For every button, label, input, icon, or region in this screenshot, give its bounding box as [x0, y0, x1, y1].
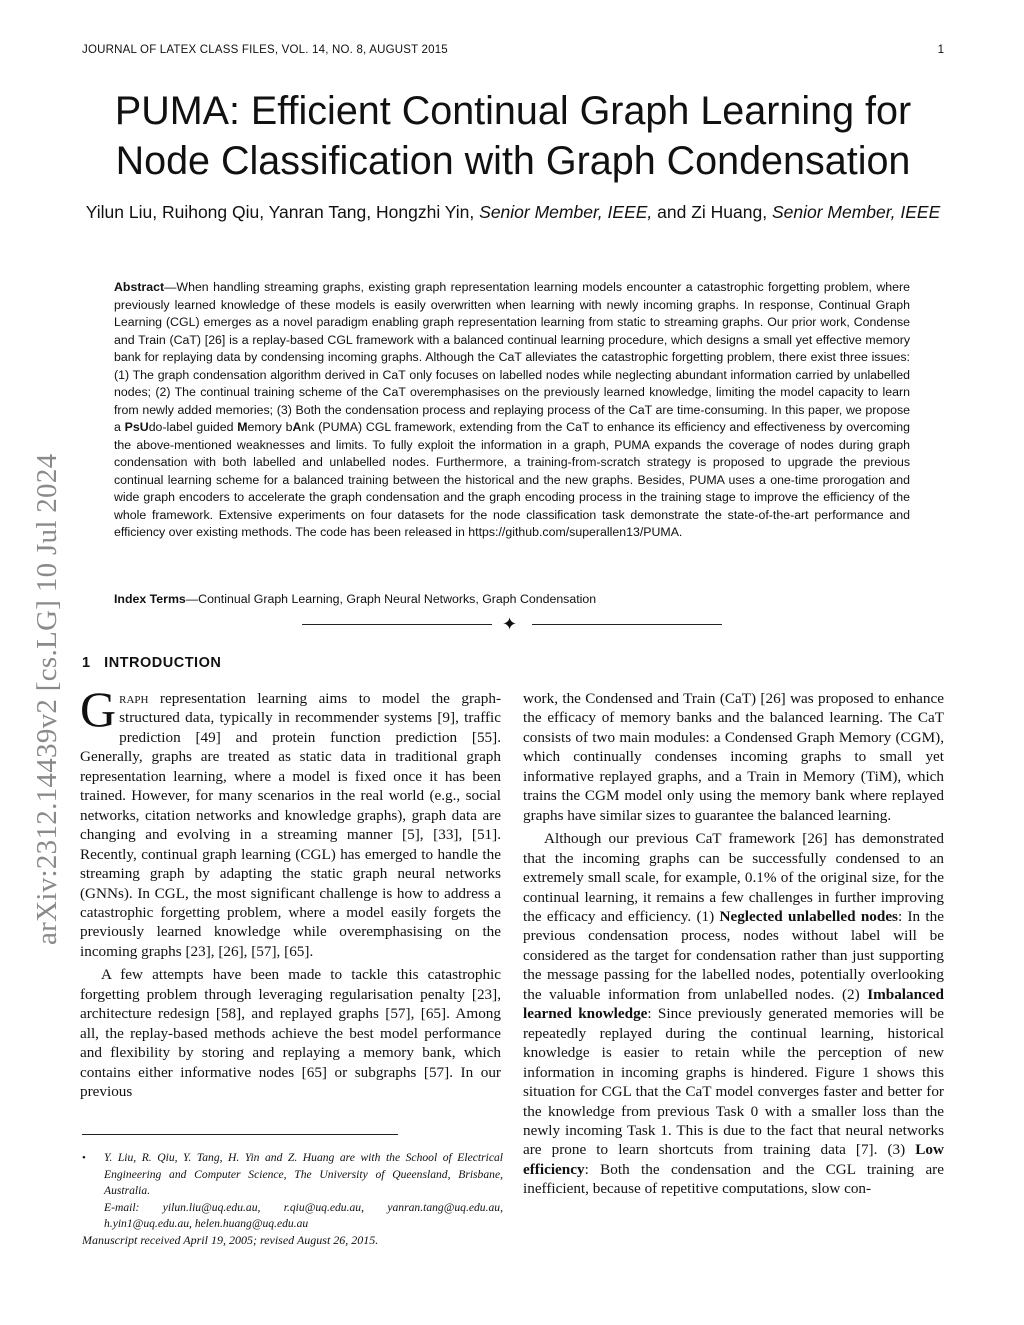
index-terms — [114, 591, 910, 608]
running-header: JOURNAL OF LATEX CLASS FILES, VOL. 14, NO. 8, AUGUST 2015 — [82, 44, 448, 56]
abstract — [114, 279, 910, 542]
smallcaps-word: raph — [119, 690, 149, 707]
author-role: Senior Member, IEEE — [771, 202, 941, 222]
body-text: Although our previous CaT framework [26] has demonstrated that the incoming graphs can be successfully condensed to an extremely small scale, for example, 0.1% of the original size, for the continual learning, it remains a few challenges in further improving the efficacy and efficiency. (1) — [523, 830, 944, 925]
body-paragraph: work, the Condensed and Train (CaT) [26] was proposed to enhance the efficacy of memory banks and the balanced learning. The CaT consists of two main modules: a Condensed Graph Memory (CGM), which continually condenses incoming graphs to small yet informative replayed graphs, and a Train in Memory (TiM), which trains the CGM model only using the memory bank where replayed graphs have similar sizes to guarantee the balanced learning. — [523, 690, 944, 824]
body-column-left — [80, 681, 501, 1102]
abstract-text: emory b — [247, 420, 293, 434]
body-paragraph — [80, 681, 501, 961]
body-text: : In the previous condensation process, nodes without label will be considered as the target for condensation rather than just supporting the message passing for the labelled nodes, potentially overlooking the valuable information from unlabelled nodes. (2) — [523, 907, 944, 1003]
title-line-2: Node Classification with Graph Condensation — [115, 139, 911, 183]
acronym-letter: Ps — [124, 420, 140, 434]
author-names: Yilun Liu, Ruihong Qiu, Yanran Tang, Hongzhi Yin, — [85, 202, 475, 222]
author-role: Senior Member, IEEE, — [479, 202, 653, 222]
body-text: representation learning aims to model the graph-structured data, typically in recommender systems [9], traffic prediction [49] and protein function prediction [55]. Generally, graphs are treated as static data in traditional graph representation learning, where a model is fixed once it has been trained. However, for many scenarios in the real world (e.g., social networks, citation networks and knowledge graphs), graph data are changing and evolving in a streaming manner [5], [33], [51]. Recently, continual graph learning (CGL) has emerged to handle the streaming graph by adapting the static graph neural networks (GNNs). In CGL, the most significant challenge is how to address a catastrophic forgetting problem, where a model easily forgets the previously learned knowledge while overemphasising on the incoming graphs [23], [26], [57], [65]. — [80, 690, 501, 960]
manuscript-note: Manuscript received April 19, 2005; revised August 26, 2015. — [82, 1233, 379, 1247]
body-text: : Since previously generated memories will be repeatedly replayed during the continual learning, historical knowledge is easier to retain while the perception of new information in incoming graphs is hindered. Figure 1 shows this situation for CGL that the CaT model converges faster and better for the knowledge from previous Task 0 with a smaller loss than the newly incoming Task 1. This is due to the fact that neural networks are prone to learn shortcuts from training data [7]. (3) — [523, 1005, 944, 1159]
section-number: 1 — [82, 655, 91, 671]
footnote-body — [104, 1150, 503, 1233]
footnote-emails: E-mail: yilun.liu@uq.edu.au, r.qiu@uq.edu.au, yanran.tang@uq.edu.au, h.yin1@uq.edu.au, helen.huang@uq.edu.au — [104, 1200, 503, 1230]
index-terms-text: —Continual Graph Learning, Graph Neural Networks, Graph Condensation — [185, 592, 597, 606]
drop-cap: G — [80, 681, 117, 737]
divider-line — [532, 624, 722, 625]
title-line-1: PUMA: Efficient Continual Graph Learning for — [114, 89, 912, 133]
issue-heading: Imbalanced learned knowledge — [523, 985, 944, 1023]
abstract-text: —When handling streaming graphs, existing graph representation learning models encounter a catastrophic forgetting problem, where previously learned knowledge of these models is easily overwritten when learning with newly incoming graphs. In response, Continual Graph Learning (CGL) emerges as a novel paradigm enabling graph representation learning from static to streaming graphs. Our prior work, Condense and Train (CaT) [26] is a replay-based CGL framework with a balanced continual learning procedure, which designs a small yet effective memory bank for replaying data by condensing incoming graphs. Although the CaT alleviates the catastrophic forgetting problem, there exist three issues: (1) The graph condensation algorithm derived in CaT only focuses on labelled nodes while neglecting abundant information carried by unlabelled nodes; (2) The continual training scheme of the CaT overemphasises on the previously learned knowledge, limiting the model capacity to learn from newly added memories; (3) Both the condensation process and replaying process of the CaT are time-consuming. In this paper, we propose a — [114, 280, 910, 434]
section-title: INTRODUCTION — [104, 655, 222, 671]
issue-heading: Neglected unlabelled nodes — [719, 907, 898, 925]
divider-diamond-icon: ✦ — [502, 614, 518, 634]
author-connector: and Zi Huang, — [657, 202, 768, 222]
footnote-rule — [82, 1134, 398, 1135]
footnote-affiliation: Y. Liu, R. Qiu, Y. Tang, H. Yin and Z. Huang are with the School of Electrical Engineering and Computer Science, The University of Queensland, Brisbane, Australia. — [104, 1151, 503, 1197]
acronym-letter: M — [237, 420, 248, 434]
divider-line — [302, 624, 492, 625]
bullet-icon: • — [82, 1152, 86, 1164]
page-number: 1 — [937, 44, 944, 56]
affiliation-footnote — [82, 1150, 503, 1233]
body-paragraph — [523, 829, 944, 1199]
issue-heading: Low efficiency — [523, 1141, 944, 1178]
abstract-text: nk (PUMA) CGL framework, extending from the CaT to enhance its efficiency and effectiveness by overcoming the above-mentioned weaknesses and limits. To fully exploit the information in a graph, PUMA expands the coverage of nodes during graph condensation with both labelled and unlabelled nodes. Furthermore, a training-from-scratch strategy is proposed to upgrade the previous continual learning scheme for a balanced training between the historical and the new graphs. Besides, PUMA uses a one-time prorogation and wide graph encoders to accelerate the graph condensation and the graph encoding process in the training stage to improve the efficiency of the whole framework. Extensive experiments on four datasets for the node classification task demonstrate the state-of-the-art performance and efficiency over existing methods. The code has been released in https://github.com/superallen13/PUMA. — [114, 420, 911, 539]
author-list — [82, 201, 944, 224]
body-paragraph: A few attempts have been made to tackle this catastrophic forgetting problem through leveraging regularisation penalty [23], architecture redesign [58], and replayed graphs [57], [65]. Among all, the replay-based methods achieve the best model performance and flexibility by storing and replaying a memory bank, which contains either informative nodes [65] or subgraphs [57]. In our previous — [80, 966, 501, 1101]
paper-title — [82, 86, 944, 186]
index-terms-label: Index Terms — [114, 592, 186, 606]
section-heading — [82, 655, 221, 671]
abstract-label: Abstract — [114, 280, 165, 294]
body-text: : Both the condensation and the CGL training are inefficient, because of repetitive computations, slow con- — [523, 1160, 944, 1198]
arxiv-stamp: arXiv:2312.14439v2 [cs.LG] 10 Jul 2024 — [31, 453, 63, 945]
abstract-text: do-label guided — [148, 420, 238, 434]
acronym-letter: A — [292, 420, 302, 434]
body-column-right — [523, 689, 944, 1199]
acronym-letter: U — [139, 420, 149, 434]
